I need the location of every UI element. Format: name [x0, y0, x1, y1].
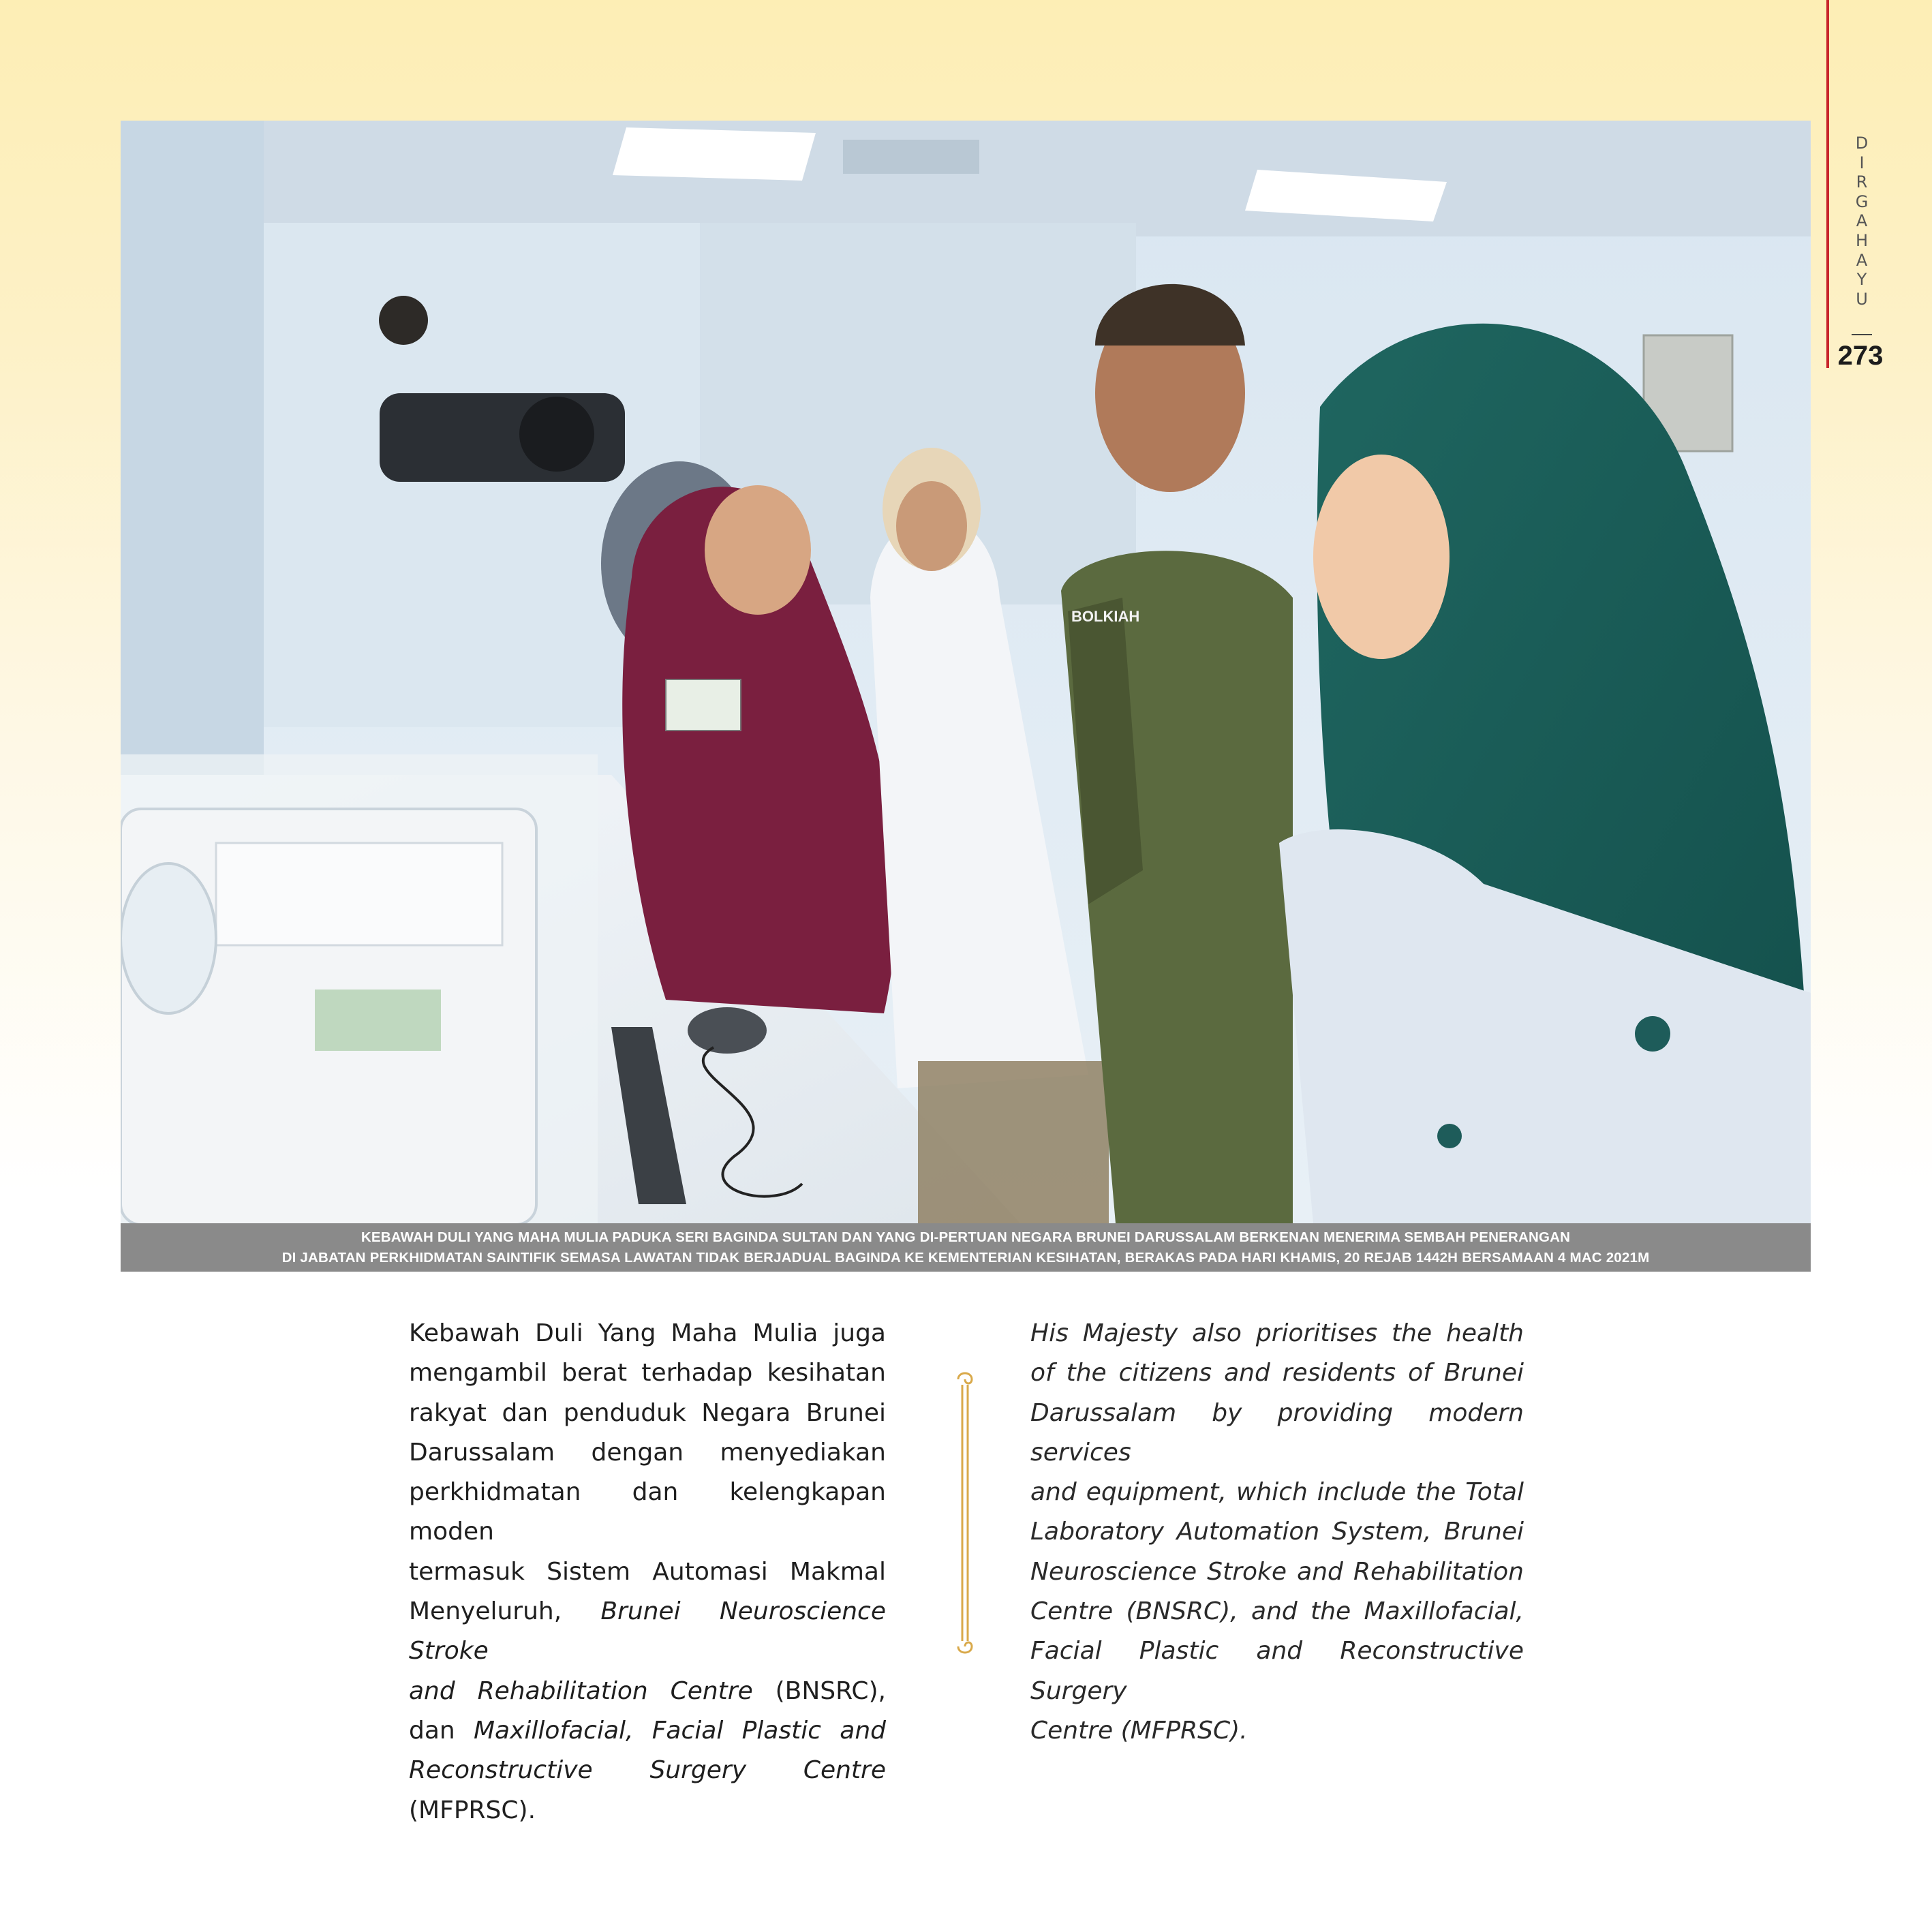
english-line: His Majesty also prioritises the health — [1030, 1319, 1524, 1347]
ceiling — [121, 121, 1811, 236]
ceiling-vent — [843, 140, 979, 174]
english-line: Facial Plastic and Reconstructive Surgery — [1030, 1637, 1524, 1705]
malay-line: Darussalam dengan menyediakan — [409, 1438, 886, 1467]
edge-rule — [1826, 0, 1829, 368]
ornament-divider — [953, 1370, 977, 1656]
malay-line — [409, 1672, 886, 1711]
page-number: 273 — [1837, 341, 1884, 371]
ceiling-light — [613, 127, 816, 181]
caption-line: DI JABATAN PERKHIDMATAN SAINTIFIK SEMASA LAWATAN TIDAK BERJADUAL BAGINDA KE KEMENTERIAN KESIHATAN, BERAKAS PADA HARI KHAMIS, 20 REJAB 1442H BERSAMAAN 4 MAC 2021M — [281, 1250, 1650, 1266]
malay-line: mengambil berat terhadap kesihatan — [409, 1359, 886, 1387]
photo-caption — [121, 1223, 1811, 1272]
side-title-letter: A — [1856, 211, 1868, 231]
english-line: Centre (MFPRSC). — [1030, 1716, 1248, 1745]
malay-italic-fragment: Maxillofacial, Facial Plastic and — [473, 1716, 886, 1745]
malay-fragment: Menyeluruh, — [409, 1597, 601, 1626]
english-line: Laboratory Automation System, Brunei — [1030, 1518, 1524, 1546]
equipment-label — [315, 990, 441, 1051]
malay-fragment: (MFPRSC). — [409, 1796, 536, 1824]
malay-line: rakyat dan penduduk Negara Brunei — [409, 1398, 886, 1427]
side-title-letter: R — [1856, 172, 1868, 192]
side-title-letter: I — [1859, 153, 1865, 172]
malay-fragment: dan — [409, 1716, 474, 1745]
side-title-letter: D — [1855, 134, 1869, 153]
malay-fragment: (BNSRC), — [752, 1676, 887, 1705]
english-line: Darussalam by providing modern services — [1030, 1398, 1524, 1467]
caption-line: KEBAWAH DULI YANG MAHA MULIA PADUKA SERI BAGINDA SULTAN DAN YANG DI-PERTUAN NEGARA BRUNEI DARUSSALAM BERKENAN MENERIMA SEMBAH PENERANGAN — [361, 1229, 1571, 1245]
nametag: BOLKIAH — [1071, 608, 1140, 625]
side-title — [1848, 134, 1875, 309]
malay-line — [409, 1751, 886, 1830]
malay-line — [409, 1592, 886, 1672]
malay-line: termasuk Sistem Automasi Makmal — [409, 1557, 886, 1586]
side-title-letter: U — [1856, 289, 1868, 309]
side-title-letter: H — [1855, 230, 1869, 250]
malay-line — [409, 1711, 886, 1751]
malay-italic-fragment: and Rehabilitation Centre — [409, 1676, 753, 1705]
english-line: and equipment, which include the Total — [1030, 1478, 1524, 1507]
english-line: Neuroscience Stroke and Rehabilitation — [1030, 1557, 1524, 1586]
english-column — [1030, 1314, 1524, 1751]
english-line: of the citizens and residents of Brunei — [1030, 1359, 1524, 1387]
malay-column — [409, 1314, 886, 1830]
english-line: Centre (BNSRC), and the Maxillofacial, — [1030, 1597, 1524, 1626]
lab-visit-photo — [121, 121, 1811, 1223]
malay-line: perkhidmatan dan kelengkapan moden — [409, 1478, 886, 1546]
side-title-letter: Y — [1856, 270, 1867, 290]
side-dash — [1852, 334, 1872, 335]
computer-mouse — [688, 1007, 767, 1054]
malay-italic-fragment: Reconstructive Surgery Centre — [409, 1756, 886, 1785]
malay-italic-fragment: Brunei Neuroscience Stroke — [409, 1597, 886, 1666]
side-title-letter: A — [1856, 250, 1868, 270]
malay-line: Kebawah Duli Yang Maha Mulia juga — [409, 1319, 886, 1347]
side-title-letter: G — [1855, 191, 1869, 211]
